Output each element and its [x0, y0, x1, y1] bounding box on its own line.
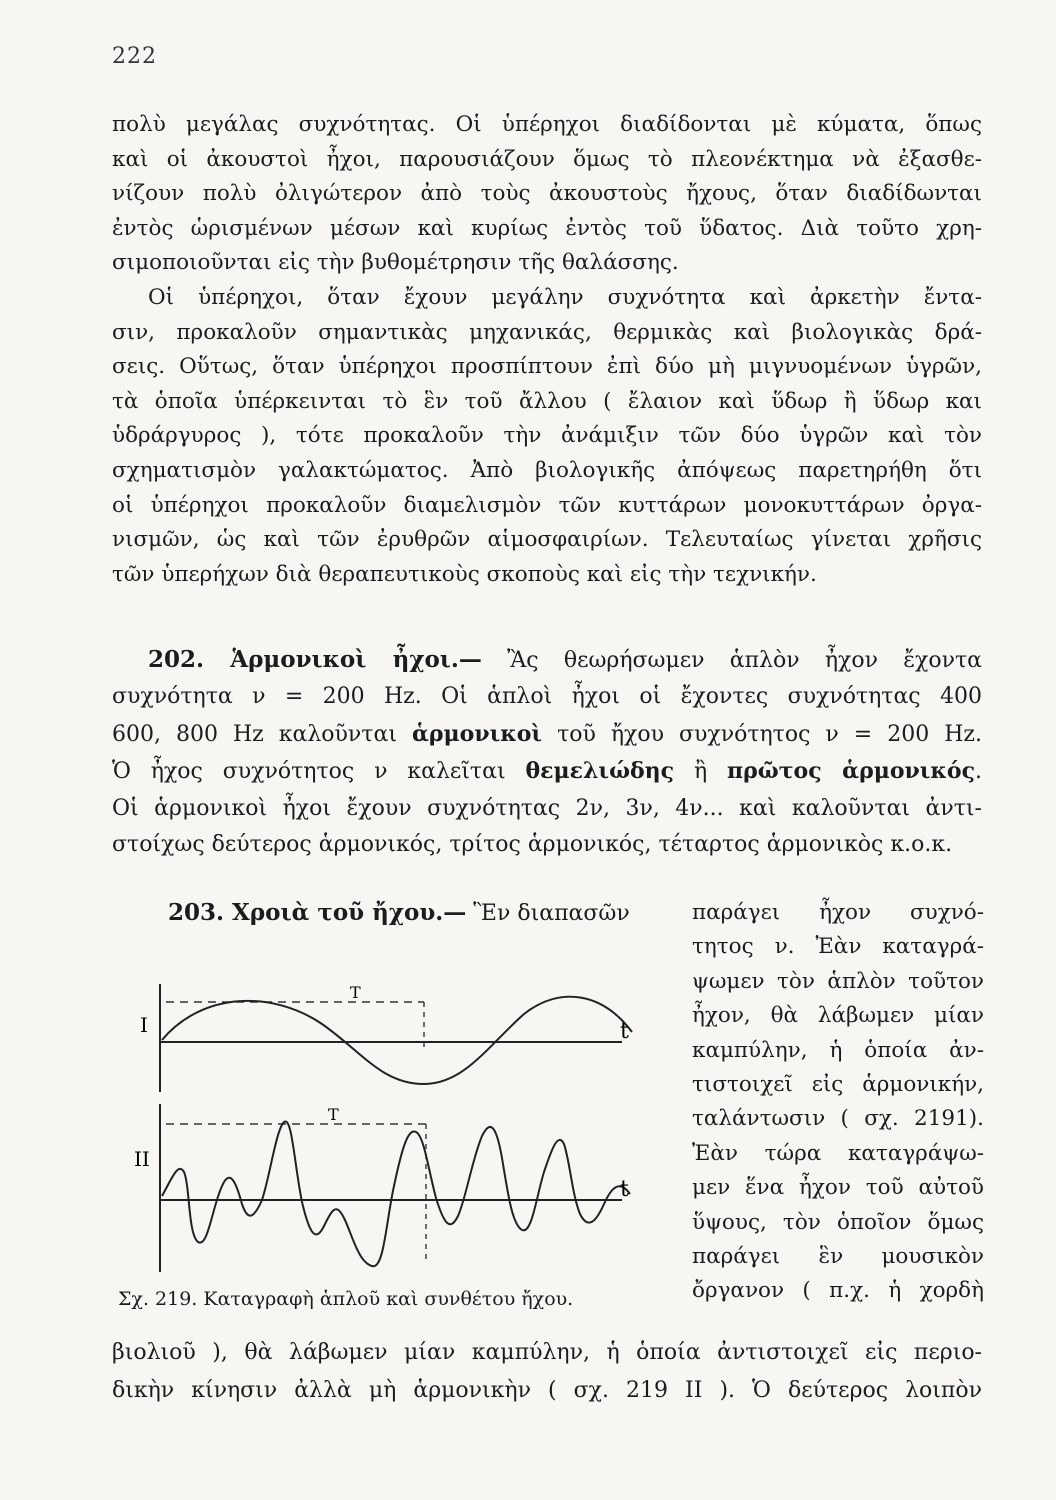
complex-wave-II	[162, 1121, 630, 1266]
text-line: παράγει ἦχον συχνό-	[692, 900, 984, 925]
text-span: τοῦ ἤχου συχνότητος ν = 200 Hz.	[557, 721, 983, 747]
text-line: ταλάντωσιν ( σχ. 2191).	[692, 1106, 984, 1132]
text-span: Ὁ ἦχος συχνότητος ν καλεῖται	[112, 759, 506, 785]
text-line: Ἐὰν τώρα καταγράψω-	[692, 1140, 984, 1166]
text-line: τιστοιχεῖ εἰς ἁρμονικήν,	[692, 1072, 984, 1098]
text-line: ψωμεν τὸν ἁπλὸν τοῦτον	[692, 968, 984, 994]
text-line: νίζουν πολὺ ὀλιγώτερον ἀπὸ τοὺς ἀκουστοὺς ἤχους, ὅταν διαδίδωνται	[112, 181, 982, 207]
sine-wave-I	[162, 997, 632, 1084]
page-number: 222	[112, 44, 157, 69]
section-202-heading: 202. Ἁρμονικοὶ ἦχοι.—	[148, 646, 482, 673]
text-line: καὶ οἱ ἀκουστοὶ ἦχοι, παρουσιάζουν ὅμως τὸ πλεονέκτημα νὰ ἐξασθε-	[112, 146, 982, 172]
label-t-I: t	[620, 1019, 629, 1044]
label-T-I: T	[350, 983, 361, 1002]
text-line: σχηματισμὸν γαλακτώματος. Ἀπὸ βιολογικῆς ἀπόψεως παρετηρήθη ὅτι	[112, 457, 982, 483]
text-line	[112, 716, 982, 753]
text-line: ὑδράργυρος ), τότε προκαλοῦν τὴν ἀνάμιξιν τῶν δύο ὑγρῶν καὶ τὸν	[112, 423, 982, 449]
label-II: II	[134, 1147, 150, 1171]
section-203-side-column	[692, 896, 984, 1309]
section-202	[112, 642, 982, 863]
text-line: καμπύλην, ἡ ὁποία ἀν-	[692, 1037, 984, 1063]
text-line: ὕψους, τὸν ὁποῖον ὅμως	[692, 1209, 984, 1235]
text-line: ἦχον, θὰ λάβωμεν μίαν	[692, 1003, 984, 1029]
text-line: σιμοποιοῦνται εἰς τὴν βυθομέτρησιν τῆς θαλάσσης.	[112, 250, 679, 276]
text-line: οἱ ὑπέρηχοι προκαλοῦν διαμελισμὸν τῶν κυττάρων μονοκυττάρων ὀργα-	[112, 492, 982, 518]
term-harmonics: ἁρμονικοὶ	[411, 720, 543, 747]
text-line: στοίχως δεύτερος ἁρμονικός, τρίτος ἁρμονικός, τέταρτος ἁρμονικὸς κ.ο.κ.	[112, 832, 953, 858]
body-text-ultrasound	[112, 108, 982, 592]
text-line: σεις. Οὕτως, ὅταν ὑπέρηχοι προσπίπτουν ἐπὶ δύο μὴ μιγνυομένων ὑγρῶν,	[112, 354, 982, 380]
text-line: τὰ ὁποῖα ὑπέρκεινται τὸ ἓν τοῦ ἄλλου ( ἔλαιον καὶ ὕδωρ ἢ ὕδωρ και	[112, 388, 982, 414]
label-t-II: t	[620, 1177, 629, 1202]
text-line	[112, 642, 982, 679]
section-203-heading: 203. Χροιὰ τοῦ ἤχου.—	[168, 899, 467, 926]
text-line: βιολιοῦ ), θὰ λάβωμεν μίαν καμπύλην, ἡ ὁποία ἀντιστοιχεῖ εἰς περιο-	[112, 1340, 982, 1365]
text-span: Ἂς θεωρήσωμεν ἁπλὸν ἦχον ἔχοντα	[507, 648, 983, 673]
term-fundamental: θεμελιώδης	[525, 758, 675, 785]
text-line: σιν, προκαλοῦν σημαντικὰς μηχανικάς, θερμικὰς καὶ βιολογικὰς δρά-	[112, 319, 982, 345]
figure-caption: Σχ. 219. Καταγραφὴ ἁπλοῦ καὶ συνθέτου ἤχου.	[118, 1288, 574, 1310]
text-span: .	[974, 759, 982, 785]
text-span: Ἓν διαπασῶν	[473, 901, 630, 926]
term-first-harmonic: πρῶτος ἁρμονικός	[727, 758, 975, 785]
label-T-II: T	[328, 1105, 339, 1124]
text-span: ἢ	[693, 759, 708, 785]
text-line: τῶν ὑπερήχων διὰ θεραπευτικοὺς σκοποὺς καὶ εἰς τὴν τεχνικήν.	[112, 561, 817, 587]
text-line: νισμῶν, ὡς καὶ τῶν ἐρυθρῶν αἱμοσφαιρίων. Τελευταίως γίνεται χρῆσις	[112, 527, 982, 553]
text-line: τητος ν. Ἐὰν καταγρά-	[692, 934, 984, 960]
text-line: ἐντὸς ὡρισμένων μέσων καὶ κυρίως ἐντὸς τοῦ ὕδατος. Διὰ τοῦτο χρη-	[112, 215, 982, 241]
text-line: ὄργανον ( π.χ. ἡ χορδὴ	[692, 1278, 984, 1304]
text-line: συχνότητα ν = 200 Hz. Οἱ ἁπλοὶ ἦχοι οἱ ἔχοντες συχνότητας 400	[112, 684, 982, 710]
text-line: μεν ἕνα ἦχον τοῦ αὐτοῦ	[692, 1175, 984, 1201]
text-line: πολὺ μεγάλας συχνότητας. Οἱ ὑπέρηχοι διαδίδονται μὲ κύματα, ὅπως	[112, 112, 982, 137]
label-I: I	[140, 1013, 148, 1037]
text-line: παράγει ἓν μουσικὸν	[692, 1244, 984, 1270]
text-line: Οἱ ἁρμονικοὶ ἦχοι ἔχουν συχνότητας 2ν, 3ν, 4ν... καὶ καλοῦνται ἀντι-	[112, 795, 982, 821]
text-line	[112, 753, 982, 790]
text-span: 600, 800 Hz καλοῦνται	[112, 721, 397, 747]
text-line: δικὴν κίνησιν ἀλλὰ μὴ ἁρμονικὴν ( σχ. 219 II ). Ὁ δεύτερος λοιπὸν	[112, 1378, 982, 1403]
section-203-heading-line	[168, 896, 678, 931]
waveform-diagram	[132, 972, 652, 1284]
figure-219	[132, 972, 652, 1284]
section-203-continuation	[112, 1334, 982, 1410]
text-line: Οἱ ὑπέρηχοι, ὅταν ἔχουν μεγάλην συχνότητα καὶ ἀρκετὴν ἔντα-	[148, 284, 982, 310]
